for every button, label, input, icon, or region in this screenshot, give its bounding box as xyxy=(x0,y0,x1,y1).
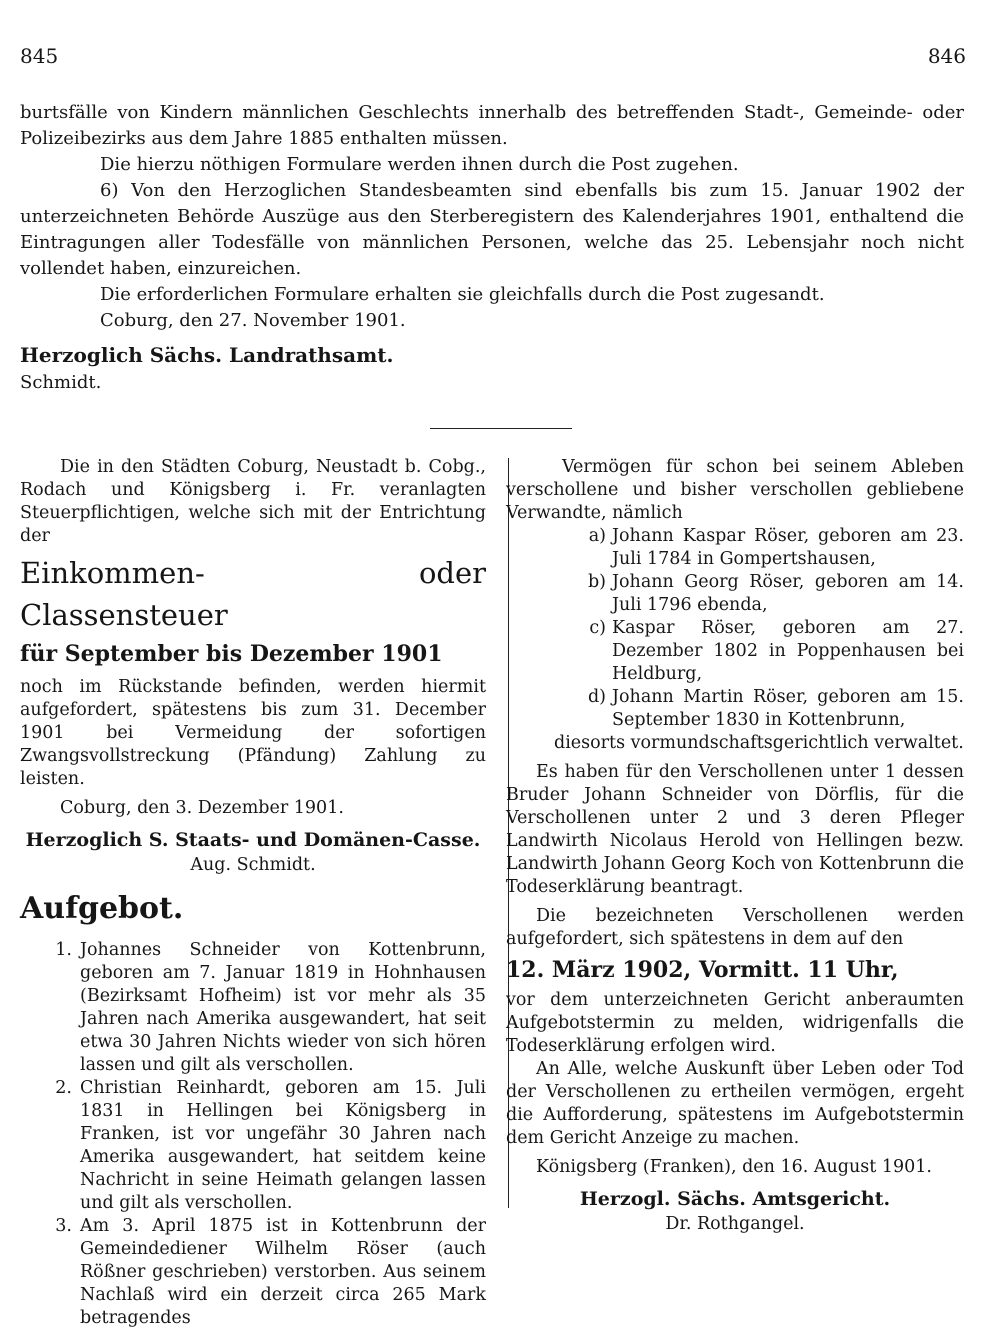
page-number-right: 846 xyxy=(927,44,966,68)
list-item-text: Johann Martin Röser, geboren am 15. September 1830 in Kottenbrunn, xyxy=(612,687,964,730)
top-authority: Herzoglich Sächs. Landrathsamt. xyxy=(20,343,394,367)
list-item xyxy=(20,939,486,1077)
list-item-text: Johann Kaspar Röser, geboren am 23. Juli 1784 in Gompertshausen, xyxy=(612,526,964,569)
court-signer: Dr. Rothgangel. xyxy=(665,1214,805,1234)
right-paragraph-3: vor dem unterzeichneten Gericht anberaumten Aufgebotstermin zu melden, widrigenfalls die Todeserklärung erfolgen wird. xyxy=(506,990,964,1056)
list-item-text: Am 3. April 1875 ist in Kottenbrunn der Gemeindediener Wilhelm Röser (auch Rößner geschrieben) verstorben. Aus seinem Nachlaß wird ein derzeit circa 265 Mark betragendes xyxy=(80,1216,486,1328)
tax-authority: Herzoglich S. Staats- und Domänen-Casse. xyxy=(25,829,481,851)
right-intro: Vermögen für schon bei seinem Ableben verschollene und bisher verschollen gebliebene Verwandte, nämlich xyxy=(506,457,964,523)
top-paragraph-1: burtsfälle von Kindern männlichen Geschlechts innerhalb des betreffenden Stadt-, Gemeinde- oder Polizeibezirks aus dem Jahre 1885 enthalten müssen. xyxy=(20,102,964,149)
list-item-text: Johannes Schneider von Kottenbrunn, geboren am 7. Januar 1819 in Hohnhausen (Bezirksamt Hofheim) ist vor mehr als 35 Jahren nach Amerika ausgewandert, hat seit etwa 30 Jahren Nichts wieder von sich hören lassen und gilt als verschollen. xyxy=(80,940,486,1075)
list-item-letter: d) xyxy=(587,687,606,707)
list-item xyxy=(506,571,964,617)
list-item-number: 1. xyxy=(55,940,72,960)
tax-date: Coburg, den 3. Dezember 1901. xyxy=(60,798,344,818)
top-paragraph-4: Die erforderlichen Formulare erhalten sie gleichfalls durch die Post zugesandt. xyxy=(100,284,825,305)
tax-title: Einkommen- oder Classensteuer xyxy=(20,556,486,632)
list-item xyxy=(506,686,964,732)
left-column xyxy=(20,456,486,1330)
top-date: Coburg, den 27. November 1901. xyxy=(100,310,406,331)
right-paragraph-1: Es haben für den Verschollenen unter 1 dessen Bruder Johann Schneider von Dörflis, für die Verschollenen unter 2 und 3 deren Pfleger Landwirth Nicolaus Herold von Hellingen bezw. Landwirth Johann Georg Koch von Kottenbrunn die Todeserklärung beantragt. xyxy=(506,762,964,897)
top-section xyxy=(20,100,964,396)
list-item-text: Kaspar Röser, geboren am 27. Dezember 1802 in Poppenhausen bei Heldburg, xyxy=(612,618,964,684)
list-item-text: Christian Reinhardt, geboren am 15. Juli 1831 in Hellingen bei Königsberg in Franken, ist vor ungefähr 30 Jahren nach Amerika ausgewandert, hat seitdem keine Nachricht in seine Heimath gelangen lassen und gilt als verschollen. xyxy=(80,1078,486,1213)
list-item-number: 2. xyxy=(55,1078,72,1098)
tax-period: für September bis Dezember 1901 xyxy=(20,641,443,667)
list-item-letter: c) xyxy=(589,618,606,638)
list-item-letter: a) xyxy=(588,526,606,546)
right-paragraph-4: An Alle, welche Auskunft über Leben oder Tod der Verschollenen zu ertheilen vermögen, ergeht die Aufforderung, spätestens im Aufgebotstermin dem Gericht Anzeige zu machen. xyxy=(506,1059,964,1148)
top-paragraph-3: 6) Von den Herzoglichen Standesbeamten sind ebenfalls bis zum 15. Januar 1902 der unterzeichneten Behörde Auszüge aus den Sterberegistern des Kalenderjahres 1901, enthaltend die Eintragungen aller Todesfälle von männlichen Personen, welche das 25. Lebensjahr noch nicht vollendet haben, einzureichen. xyxy=(20,180,964,279)
page-number-left: 845 xyxy=(20,44,59,68)
list-item xyxy=(506,525,964,571)
top-paragraph-2: Die hierzu nöthigen Formulare werden ihnen durch die Post zugehen. xyxy=(100,154,739,175)
right-paragraph-2: Die bezeichneten Verschollenen werden aufgefordert, sich spätestens in dem auf den xyxy=(506,906,964,949)
list-item xyxy=(506,617,964,686)
section-divider xyxy=(430,428,572,429)
list-item-text: Johann Georg Röser, geboren am 14. Juli 1796 ebenda, xyxy=(612,572,964,615)
court-date: Königsberg (Franken), den 16. August 1901. xyxy=(536,1157,932,1177)
tax-signer: Aug. Schmidt. xyxy=(190,855,316,875)
right-column xyxy=(506,456,964,1236)
tax-body: noch im Rückstande befinden, werden hiermit aufgefordert, spätestens bis zum 31. December 1901 bei Vermeidung der sofortigen Zwangsvollstreckung (Pfändung) Zahlung zu leisten. xyxy=(20,677,486,789)
hearing-date: 12. März 1902, Vormitt. 11 Uhr, xyxy=(506,957,899,983)
court-authority: Herzogl. Sächs. Amtsgericht. xyxy=(579,1188,891,1210)
list-item-number: 3. xyxy=(55,1216,72,1236)
right-after-items: diesorts vormundschaftsgerichtlich verwaltet. xyxy=(554,733,964,753)
top-signer: Schmidt. xyxy=(20,372,102,393)
tax-intro: Die in den Städten Coburg, Neustadt b. Cobg., Rodach und Königsberg i. Fr. veranlagten Steuerpflichtigen, welche sich mit der Entrichtung der xyxy=(20,457,486,546)
list-item xyxy=(20,1215,486,1330)
aufgebot-heading: Aufgebot. xyxy=(20,891,184,926)
list-item xyxy=(20,1077,486,1215)
list-item-letter: b) xyxy=(587,572,606,592)
